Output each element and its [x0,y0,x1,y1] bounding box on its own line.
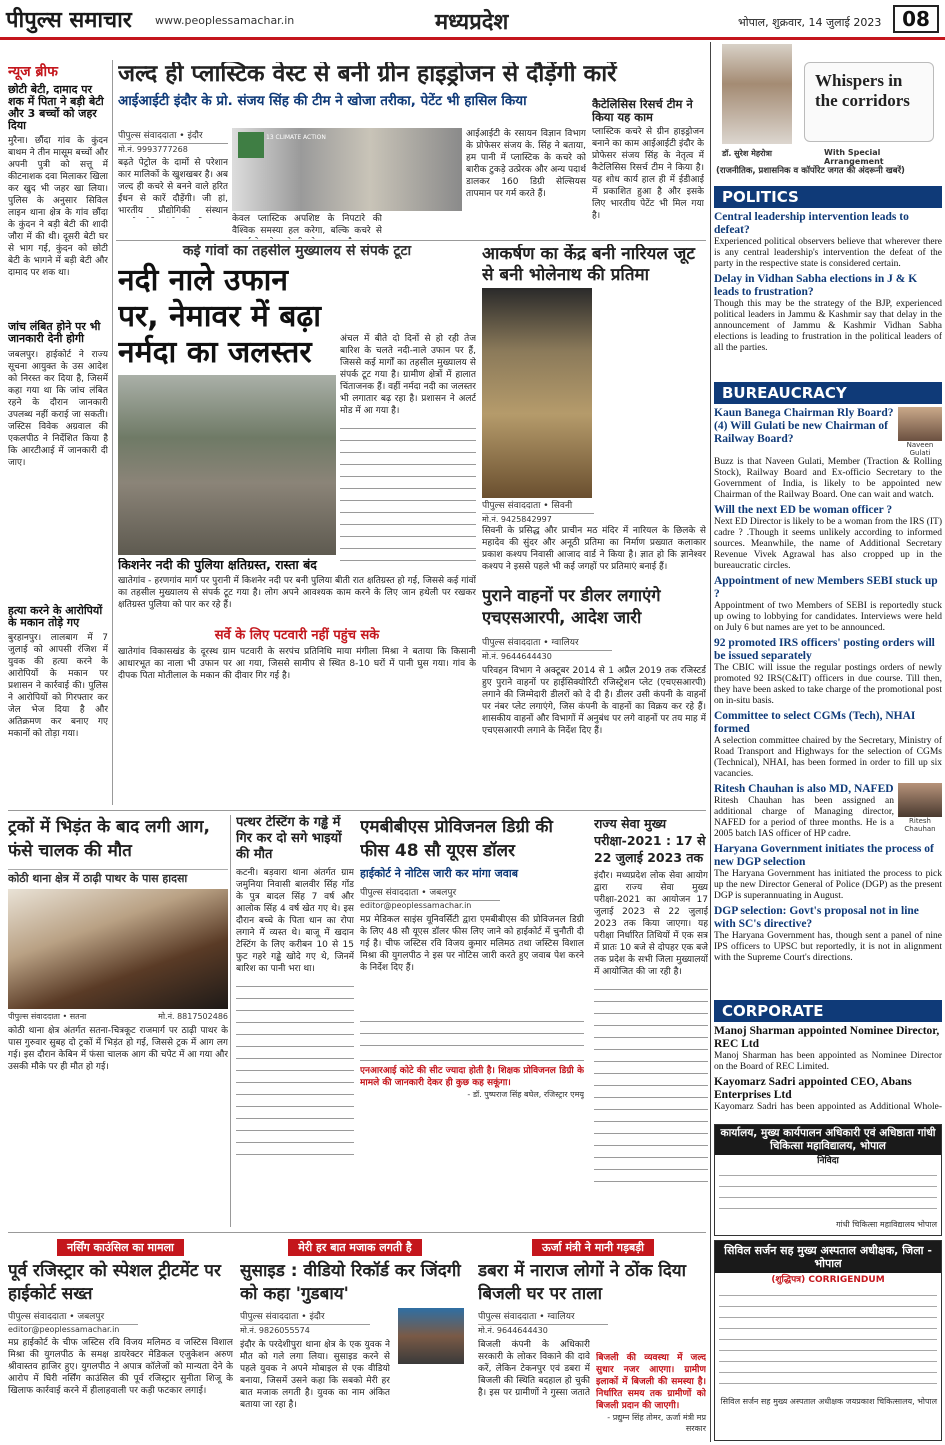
whispers-author: डॉ. सुरेश मेहरोत्रा [722,149,772,158]
corrigendum-ad [714,1240,942,1441]
corporate-item-body: Manoj Sharman has been appointed as Nominee Director on the Board of REC Limited. [714,1051,942,1072]
exam-text-lines [594,982,708,1182]
bureaucracy-item-head: Appointment of new Members SEBI stuck up ? [714,575,938,600]
suicide-headline: सुसाइड : वीडियो रिकॉर्ड कर जिंदगी को कहा 'गुडबाय' [240,1261,461,1304]
whispers-title: Whispers in the corridors [815,71,910,110]
sdg-label: 13 CLIMATE ACTION [266,134,326,141]
electricity-quote-text: बिजली की व्यवस्था में जल्द सुधार नजर आएगा। ग्रामीण इलाकों में बिजली की समस्या है। निर्धारित समय तक ग्रामीणों को बिजली प्रदान की जाएगी। [596,1353,706,1411]
brief-body-3: बुरहानपुर। लालबाग में 7 जुलाई को आपसी रंजिश में युवक की हत्या करने के आरोपियों के मकान पर प्रशासन ने कार्रवाई की। पुलिस ने आरोपियों को गिरफ्तार कर जेल भेज दिया है और अतिक्रमण कर बनाए गए मकानों को तोड़ा गया। [8,632,108,739]
suicide-body: इंदौर के परदेशीपुरा थाना क्षेत्र के एक युवक ने मौत को गले लगा लिया। सुसाइड करने से पहले युवक ने अपने मोबाइल से एक वीडियो बनाया, जिसमें उसने कहा कि सबको मेरी हर बात मजाक लगती है। युवक का नाम अंकित बताया जा रहा है। [240,1340,390,1410]
bureaucracy-item-body: Ritesh Chauhan has been assigned an additional charge of Managing director, NAFED for a period of three months. He is a 2005 batch IAS officer of HP cadre. [714,796,894,839]
mbbs-email[interactable]: editor@peoplessamachar.in [360,901,472,911]
lead-sidebar-title: कैटेलिसिस रिसर्च टीम ने किया यह काम [592,98,693,124]
trucks-story [8,815,228,1235]
nursing-headline: पूर्व रजिस्ट्रार को स्पेशल ट्रीटमेंट पर हाईकोर्ट सख्त [8,1261,221,1304]
suicide-tag: मेरी हर बात मजाक लगती है [288,1239,421,1256]
politics-item-body: Though this may be the strategy of the BJP, experienced political leaders in Jammu & Kashmir say that delay in the announcement of Jammu & Kashmir Vidhan Sabha elections is leading to frustration in the political leaders of all the parties. [714,299,942,353]
nursing-story [8,1236,233,1441]
exam-body: इंदौर। मध्यप्रदेश लोक सेवा आयोग द्वारा राज्य सेवा मुख्य परीक्षा-2021 का आयोजन 17 जुलाई 2023 से 22 जुलाई 2023 तक किया जाएगा। यह परीक्षा निर्धारित तिथियों में एक सत्र में प्रातः 10 बजे से दोपहर एक बजे तक प्रदेश के सभी जिला मुख्यालयों में आयोजित की जा रही है। [594,871,708,977]
sculpture-byline: पीपुल्स संवाददाता • सिवनी [482,498,594,514]
lead-sidebar-body: प्लास्टिक कचरे से ग्रीन हाइड्रोजन बनाने का काम आईआईटी इंदौर के प्रोफेसर संजय सिंह के नेतृत्व में कैटेलिसिस रिसर्च टीम ने किया है। यह शोध कार्य हाल ही में ईडीआई में प्रकाशित हुआ है और इसके लिए भारतीय पेटेंट भी मिल गया है। [592,127,704,222]
brief-body-2: जबलपुर। हाईकोर्ट ने राज्य सूचना आयुक्त के उस आदेश को निरस्त कर दिया है, जिसमें कहा गया था कि जांच लंबित रहने के दौरान जानकारी उपलब्ध नहीं कराई जा सकती। जस्टिस विवेक अग्रवाल की एकलपीठ ने निर्देशित किया है कि आरटीआई में जानकारी दी जाए। [8,349,108,468]
gulati-photo-block [898,407,942,457]
bureaucracy-item-head: Ritesh Chauhan is also MD, NAFED [714,783,894,795]
page-number: 08 [893,5,939,33]
chauhan-photo [898,783,942,817]
bureaucracy-item-body: Buzz is that Naveen Gulati, Member (Traction & Rolling Stock), Railway Board and Ex-officio Secretary to the Government of India, is likely to be appointed new Chairman of the Railway Board. One can wait and watch. [714,457,942,500]
gulati-photo [898,407,942,441]
chauhan-photo-block [898,783,942,840]
sculpture-byline-block [482,498,594,522]
trucks-photo [8,889,228,1009]
bureaucracy-item-head: Kaun Banega Chairman Rly Board? (4) Will Gulati be new Chairman of Railway Board? [714,407,894,445]
author-photo [722,44,792,144]
electricity-headline: डबरा में नाराज लोगों ने ठोंक दिया बिजली घर पर ताला [478,1261,687,1304]
narmada-subhead: सर्वे के लिए पटवारी नहीं पहुंच सके [214,627,380,643]
nursing-byline: पीपुल्स संवाददाता • जबलपुर [8,1309,138,1325]
nursing-body: मप्र हाईकोर्ट के चीफ जस्टिस रवि विजय मलिमठ व जस्टिस विशाल मिश्रा की युगलपीठ के समक्ष डायरेक्टर मेडिकल एजुकेशन अरुण श्रीवास्तव हाजिर हुए। युगलपीठ ने अपात्र कॉलेजों को मान्यता देने के आरोप में घिरी नर्सिंग काउंसिल की पूर्व रजिस्ट्रार सुनीता शिजू के खिलाफ कार्रवाई करने में हीलाहवाली पर कड़ी फटकार लगाई। [8,1338,233,1396]
corrigendum-ad-text-lines [719,1289,937,1393]
mbbs-body: मप्र मेडिकल साइंस यूनिवर्सिटी द्वारा एमबीबीएस की प्रोविजनल डिग्री के लिए 48 सौ यूएस डॉलर फीस लिए जाने को हाईकोर्ट में चुनौती दी गई है। चीफ जस्टिस रवि विजय कुमार मलिमठ तथा जस्टिस विशाल मिश्रा की युगलपीठ ने इस पर नोटिस जारी करते हुए जवाब पेश करने के निर्देश दिए हैं। [360,915,584,974]
whispers-bureaucracy [714,382,942,980]
mbbs-quote: एनआरआई कोटे की सीट ज्यादा होती है। शिक्षक प्रोविजनल डिग्री के मामले की जानकारी देकर ही कुछ कह सकूंगा। [360,1066,584,1089]
mbbs-headline: एमबीबीएस प्रोविजनल डिग्री की फीस 48 सौ यूएस डॉलर [360,817,553,861]
tender-ad-title: कार्यालय, मुख्य कार्यपालन अधिकारी एवं अधिष्ठाता गांधी चिकित्सा महाविद्यालय, भोपाल [715,1125,941,1155]
mbbs-subhead: हाईकोर्ट ने नोटिस जारी कर मांगा जवाब [360,867,518,880]
exam-story [594,815,708,1230]
sdg-badge [238,132,264,158]
lead-photo-caption [232,213,382,239]
exam-headline: राज्य सेवा मुख्य परीक्षा-2021 : 17 से 22 जुलाई 2023 तक [594,816,706,865]
corporate-item-head: Kayomarz Sadri appointed CEO, Abans Enterprises Ltd [714,1076,912,1101]
news-brief-title: न्यूज ब्रीफ [8,64,58,80]
bureaucracy-item-body: The CBIC will issue the regular postings orders of newly promoted 92 IRS(C&IT) officers in due course. Till then, they have been asked to take charge of the promotional post on in-situ basis. [714,663,942,706]
bureaucracy-item-head: 92 promoted IRS officers' posting orders will be issued separately [714,637,935,662]
masthead [0,0,945,40]
corporate-item-body: Kayomarz Sadri has been appointed as Additional Whole- [714,1102,942,1112]
politics-item-head: Delay in Vidhan Sabha elections in J & K leads to frustration? [714,273,918,298]
nursing-tag: नर्सिंग काउंसिल का मामला [57,1239,184,1256]
trucks-mobile: मो.नं. 8817502486 [158,1012,228,1022]
newspaper-logo: पीपुल्स समाचार [6,8,132,33]
narmada-text-lines [340,421,476,571]
mbbs-byline: पीपुल्स संवाददाता • जबलपुर [360,885,500,901]
narmada-photo [118,375,336,555]
tender-ad-sign: गांधी चिकित्सा महाविद्यालय भोपाल [836,1219,937,1229]
brief-headline-2: जांच लंबित होने पर भी जानकारी देनी होगी [8,320,101,346]
divider [8,810,706,811]
electricity-byline: पीपुल्स संवाददाता • ग्वालियर [478,1309,608,1325]
lead-photo [232,128,462,211]
dateline: भोपाल, शुक्रवार, 14 जुलाई 2023 [738,16,882,29]
whispers-corporate [714,1000,942,1112]
corporate-title: CORPORATE [714,1000,942,1022]
corrigendum-ad-sub: (शुद्धिपत्र) CORRIGENDUM [771,1275,885,1285]
lead-body-2 [466,128,586,224]
lead-byline: पीपुल्स संवाददाता • इंदौर [118,128,228,144]
sculpture-mobile: मो.नं. 9425842997 [482,515,552,522]
tender-ad-sub: निविदा [817,1156,839,1166]
whispers-subtitle: (राजनीतिक, प्रशासनिक व कॉर्पोरेट जगत की अंदरूनी खबरें) [716,166,905,176]
lead-headline: जल्द ही प्लास्टिक वेस्ट से बनी ग्रीन हाइड्रोजन से दौड़ेंगी कारें [118,62,617,87]
website-url[interactable]: www.peoplessamachar.in [155,14,295,27]
whispers-arrangement: With Special Arrangement [824,148,884,166]
lead-body-2-text: आईआईटी के रसायन विज्ञान विभाग के प्रोफेसर संजय के. सिंह ने बताया, हम पानी में प्लास्टिक के कचरे को बारीक टुकड़े उत्प्रेरक और अन्य पदार्थ डालकर 160 डिग्री सेल्सियस तापमान पर गर्म करते हैं। [466,129,586,199]
chauhan-label: Ritesh Chauhan [904,817,936,833]
mbbs-text-lines [360,1014,584,1054]
mbbs-story [360,815,584,1230]
narmada-caption-body: खातेगांव - हरणगांव मार्ग पर पुरानी में किशनेर नदी पर बनी पुलिया बीती रात क्षतिग्रस्त हो गई, जिससे कई गांवों का तहसील मुख्यालय से संपर्क टूट गया है। लोग अपने आवश्यक काम करने के लिए जान हथेली पर रखकर क्षतिग्रस्त पुलिया को पार कर रहे हैं। [118,575,476,610]
narmada-headline: नदी नाले उफान पर, नेमावर में बढ़ा नर्मदा का जलस्तर [118,263,322,371]
bureaucracy-item-head: Will the next ED be woman officer ? [714,504,893,516]
section-title: मध्यप्रदेश [435,10,509,35]
bureaucracy-item-body: Next ED Director is likely to be a woman from the IRS (IT) cadre ? .Though it seems unlikely according to informed sources. Meanwhile, the name of Additional Secretary Revenue Vivek Agrawal has also cropped up in the bureaucratic circles. [714,517,942,571]
electricity-quote-author: - प्रद्युम्न सिंह तोमर, ऊर्जा मंत्री मप्र सरकार [607,1413,706,1433]
narmada-kicker: कई गांवों का तहसील मुख्यालय से संपर्क टूटा [182,244,412,259]
gulati-label: Naveen Gulati [906,441,934,457]
suicide-byline: पीपुल्स संवाददाता • इंदौर [240,1309,370,1325]
bureaucracy-item-body: The Haryana Government has initiated the process to pick up the new Director General of Police (DGP) as the present DGP is superannuating in August. [714,869,942,901]
divider [8,1232,706,1233]
trucks-headline: ट्रकों में भिड़ंत के बाद लगी आग, फंसे चालक की मौत [8,817,210,861]
narmada-caption-head: किशनेर नदी की पुलिया क्षतिग्रस्त, रास्ता बंद [118,558,317,572]
bureaucracy-item-body: Appointment of two Members of SEBI is reportedly stuck up owing to lobbying for candidates. Interviews were held on July 6 but names are yet to be announced. [714,601,942,633]
lead-caption-text: केवल प्लास्टिक अपशिष्ट के निपटारे की वैश्विक समस्या हल करेगा, बल्कि कचरे से [232,214,382,236]
bureaucracy-item-body: A selection committee chaired by the Secretary, Ministry of Road Transport and Highways for the selection of CGMs (Technical), NHAI, has been formed in order to fill up six vacancies. [714,736,942,779]
politics-item-body: Experienced political observers believe that wherever there is any central leadership's intervention the defeat of the party in the respective state is considered certain. [714,237,942,269]
lead-body: बढ़ते पेट्रोल के दामों से परेशान कार मालिकों के खुशखबर है। अब जल्द ही कचरे से बनने वाले हरित ईंधन से कारें दौड़ेंगी। जी हां, भारतीय प्रौद्योगिकी संस्थान [118,158,228,216]
tender-ad [714,1124,942,1236]
divider [116,240,706,241]
lead-sidebar [592,98,704,226]
brief-headline-3: हत्या करने के आरोपियों के मकान तोड़े गए [8,603,103,629]
column-divider [230,815,231,1227]
corporate-item-head: Manoj Sharman appointed Nominee Director, REC Ltd [714,1025,940,1050]
lead-byline-block [118,128,228,218]
electricity-mobile: मो.नं. 9644644430 [478,1326,548,1335]
mbbs-quote-author: - डॉ. पुष्पराज सिंह बघेल, रजिस्ट्रार एमयू [467,1090,584,1100]
column-divider [112,60,113,805]
corrigendum-ad-sign: सिविल सर्जन सह मुख्य अस्पताल अधीक्षक जयप्रकाश चिकित्सालय, भोपाल [720,1396,937,1406]
suicide-mobile: मो.नं. 9826055574 [240,1326,310,1335]
whispers-logo [804,62,934,142]
trucks-subhead: कोठी थाना क्षेत्र में ठाढ़ी पाथर के पास हादसा [8,869,228,885]
stone-text-lines [236,979,354,1159]
vehicles-body: परिवहन विभाग ने अक्टूबर 2014 से 1 अप्रैल 2019 तक रजिस्टर्ड हुए पुराने वाहनों पर हाईसिक्योरिटी रजिस्ट्रेशन प्लेट (एचएसआरपी) लगाने की जिम्मेदारी डीलरों को दे दी है। डीलर उसी कंपनी के वाहनों पर नंबर प्लेट लगाएंगे, जिस कंपनी के वाहनों का विक्रय कर रहे हैं। शासकीय वाहनों और विभागों में अनुबंध पर लगे वाहनों पर तय माह में एचएसआरपी लगाने के निर्देश दिए हैं। [482,666,706,736]
whispers-politics [714,186,942,382]
narmada-sub-body: खातेगांव विकासखंड के दूरस्थ ग्राम पटवारी के सरपंच प्रतिनिधि माया मंगीला मिश्रा ने बताया कि किसानी आधारभूत का नाला भी उफान पर आ गया, जिससे सामीप से स्थित 8-10 घरों में पानी घुस गया। गांव के दीपक पिता मोतीलाल के मकान की दीवार गिर गई है। [118,647,476,682]
politics-item-head: Central leadership intervention leads to defeat? [714,211,909,236]
vehicles-headline: पुराने वाहनों पर डीलर लगाएंगे एचएसआरपी, आदेश जारी [482,586,661,627]
vehicles-mobile: मो.नं. 9644644430 [482,652,552,661]
column-divider [710,42,711,1442]
stone-headline: पत्थर टेस्टिंग के गड्ढे में गिर कर दो सगे भाइयों की मौत [236,815,342,862]
whispers-header [714,44,942,180]
vehicles-story [482,585,706,755]
suicide-story [240,1236,470,1441]
sculpture-headline: आकर्षण का केंद्र बनी नारियल जूट से बनी भोलेनाथ की प्रतिमा [482,244,695,285]
stone-story [236,815,354,1230]
narmada-photo-caption [118,558,476,683]
sculpture-photo [482,288,592,498]
electricity-quote [596,1352,706,1434]
lead-subhead: आईआईटी इंदौर के प्रो. संजय सिंह की टीम ने खोजा तरीका, पेटेंट भी हासिल किया [118,93,527,110]
stone-body: कटनी। बड़वारा थाना अंतर्गत ग्राम जमुनिया निवासी बालवीर सिंह गोंड के पुत्र बादल सिंह 7 वर्ष और आलोक सिंह 4 वर्ष खेत गए थे। इस दौरान बच्चे के पिता धान का रोपा लगाने में व्यस्त थे। बाजू में खदान टेस्टिंग के लिए करीबन 10 से 15 फुट गहरे गड्ढे खोदे गए थे, जिनमें बारिश का पानी भरा था। [236,868,354,974]
electricity-body: बिजली कंपनी के अधिकारी सरकारी के लोकर विकाने की दावे करें, लेकिन टेकनपुर एवं डबरा में बिजली की स्थिति बदहाल हो चुकी है। इस पर ग्रामीणों ने गुस्सा जताते [478,1340,590,1398]
politics-title: POLITICS [714,186,942,208]
bureaucracy-title: BUREAUCRACY [714,382,942,404]
bureaucracy-item-body: The Haryana Government has, though sent a panel of nine IPS officers to UPSC but reportedly, it is not in alignment with the Supreme Court's directions. [714,931,942,963]
narmada-body: अंचल में बीते दो दिनों से हो रही तेज बारिश के चलते नदी-नाले उफान पर हैं, जिससे कई मार्गों का तहसील मुख्यालय से संपर्क टूट गया है। ग्रामीण क्षेत्रों में हालात चिंताजनक हैं। वहीं नर्मदा नदी का जलस्तर भी लगातार बढ़ रहा है। प्रशासन ने अलर्ट मोड में आ गया है। [340,334,476,416]
suicide-victim-photo [398,1308,464,1364]
brief-headline-1: छोटी बेटी, दामाद पर शक में पिता ने बड़ी बेटी और 3 बच्चों को जहर दिया [8,83,104,133]
sculpture-body: सिवनी के प्रसिद्ध और प्राचीन मठ मंदिर में नारियल के छिलके से महादेव की सुंदर और अनूठी प्रतिमा का निर्माण प्रख्यात कलाकार प्रकाश कश्यप निवासी आजाद वार्ड ने किया है। ज्ञात हो कि ज्ञानेश्वर कश्यप ने इससे पहले भी कई जगहों पर प्रतिमाएं बनाई हैं। [482,526,706,572]
bureaucracy-item-head: DGP selection: Govt's proposal not in line with SC's directive? [714,905,919,930]
electricity-story [478,1236,708,1441]
mbbs-quote-box [360,1060,584,1100]
vehicles-byline: पीपुल्स संवाददाता • ग्वालियर [482,635,612,651]
tender-ad-text-lines [719,1169,937,1217]
nursing-email[interactable]: editor@peoplessamachar.in [8,1325,120,1334]
narmada-body-col [340,333,476,583]
news-brief-column [8,62,108,862]
brief-body-1: मुरैना। छौंदा गांव के कुंदन बाथम ने तीन मासूम बच्चों और अपनी पुत्री को सत्तू में कीटनाशक दवा मिलाकर खिला कर खुद भी जहर खा लिया। पुलिस के अनुसार सिविल लाइन थाना क्षेत्र के गांव छौंदा के कुंदन ने बड़ी बेटी की शादी जौरा में की थी। दूसरी बेटी घर से भाग गई, कुंदन को छोटी बेटी के भागने में बड़ी बेटी और दामाद पर शक था। [8,136,108,279]
sculpture-body-col [482,525,706,581]
bureaucracy-item-head: Haryana Government initiates the process of new DGP selection [714,843,934,868]
corrigendum-ad-title: सिविल सर्जन सह मुख्य अस्पताल अधीक्षक, जिला - भोपाल [715,1241,941,1273]
lead-mobile: मो.नं. 9993777268 [118,145,188,154]
bureaucracy-item-head: Committee to select CGMs (Tech), NHAI formed [714,710,916,735]
electricity-tag: ऊर्जा मंत्री ने मानी गड़बड़ी [532,1239,654,1256]
trucks-byline: पीपुल्स संवाददाता • सतना [8,1012,87,1022]
trucks-body: कोठी थाना क्षेत्र अंतर्गत सतना-चित्रकूट राजमार्ग पर ठाढ़ी पाथर के पास गुरुवार सुबह दो ट्रकों में भिड़ंत हो गई, जिससे ट्रक में आग लग गई। इस दौरान केबिन में फंसा चालक आग की चपेट में आ गया और उसकी मौके पर ही मौत हो गई। [8,1026,228,1073]
